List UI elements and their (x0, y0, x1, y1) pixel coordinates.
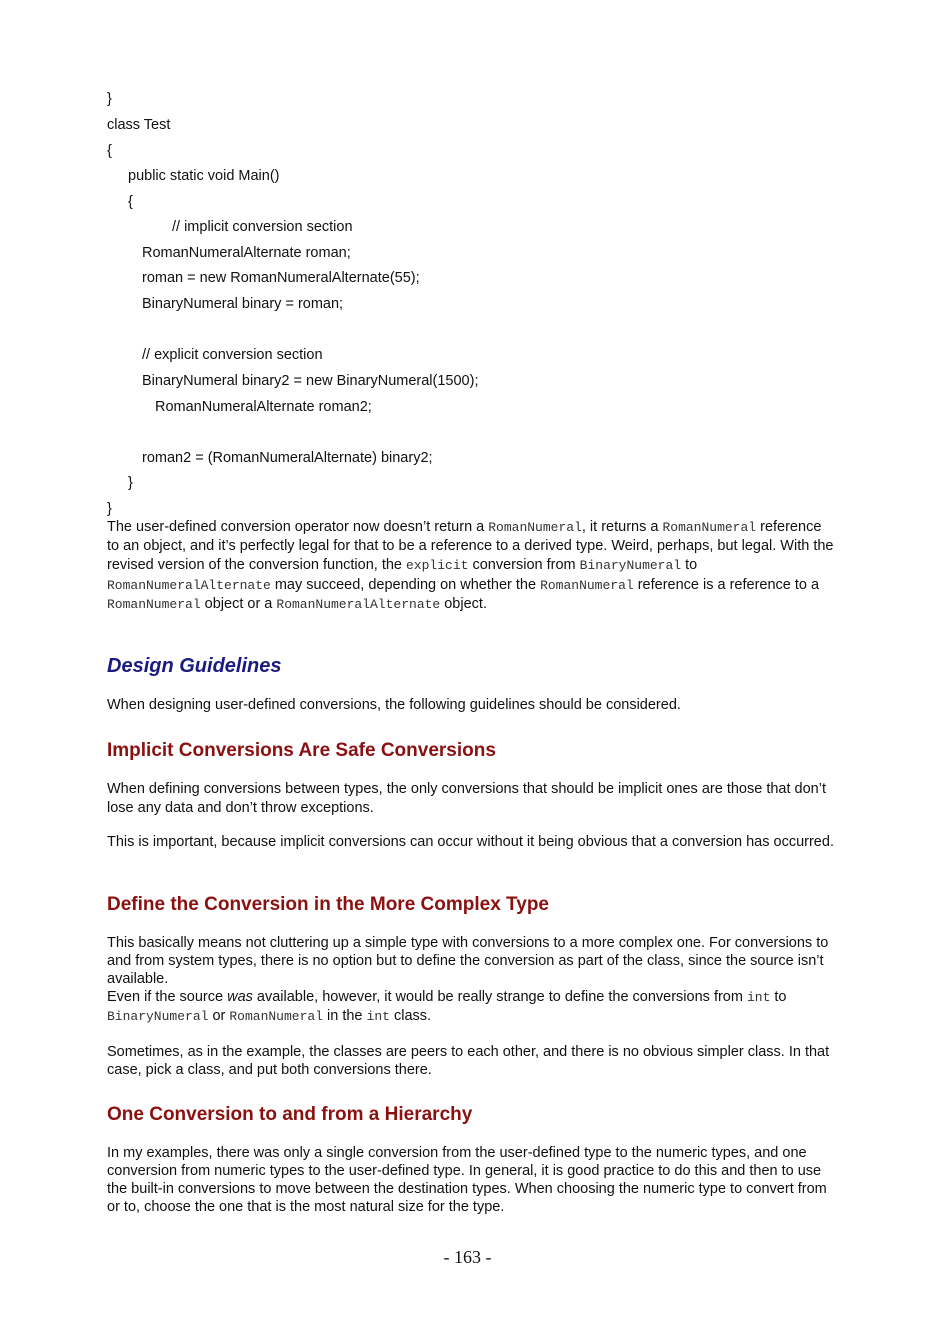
code-line: BinaryNumeral binary2 = new BinaryNumeral(1500); (142, 373, 479, 389)
text: reference to an object, and it’s perfectly legal for that to be a reference to a derived type. Weird, perhaps, but legal. With the revised version of the conversion function, the (107, 519, 834, 574)
code-line: } (107, 501, 112, 517)
code-line: // implicit conversion section (172, 219, 353, 235)
code-line: } (128, 475, 133, 491)
text: , it returns a (581, 519, 663, 535)
text: reference is a reference to a (633, 576, 820, 593)
code-line: roman2 = (RomanNumeralAlternate) binary2; (142, 450, 433, 466)
code-line: RomanNumeralAlternate roman; (142, 245, 351, 261)
code-line: { (107, 143, 112, 159)
section-heading: Design Guidelines (107, 655, 282, 677)
text: available, however, it would be really strange to define the conversions from (252, 989, 747, 1005)
code-line: { (128, 194, 133, 210)
code-line: BinaryNumeral binary = roman; (142, 296, 344, 312)
paragraph: When designing user-defined conversions, the following guidelines should be considered. (107, 697, 681, 713)
text: object or a (200, 595, 277, 612)
subsection-heading: Implicit Conversions Are Safe Conversions (107, 740, 496, 761)
text: object. (440, 595, 487, 612)
code-term: RomanNumeral (229, 1009, 323, 1024)
code-term: RomanNumeral (540, 577, 634, 593)
code-line: // explicit conversion section (142, 347, 323, 363)
text: to (681, 557, 698, 574)
code-term: int (366, 1009, 390, 1024)
paragraph: This basically means not cluttering up a simple type with conversions to a more complex one. For conversions to and from system types, there is no option but to define the conversion as part of the class, since the source isn’t available. (107, 935, 829, 987)
code-line: } (107, 91, 112, 107)
text: to (770, 989, 787, 1005)
emphasis: was (227, 989, 253, 1005)
code-line: class Test (107, 117, 171, 133)
text: in the (323, 1008, 367, 1024)
subsection-heading: One Conversion to and from a Hierarchy (107, 1104, 473, 1125)
code-term: int (746, 990, 771, 1005)
paragraph: This is important, because implicit conversions can occur without it being obvious that a conversion has occurred. (107, 834, 834, 850)
paragraph: Sometimes, as in the example, the classes are peers to each other, and there is no obvious simpler class. In that case, pick a class, and put both conversions there. (107, 1044, 830, 1078)
text: class. (389, 1008, 432, 1024)
code-term: RomanNumeral (107, 596, 201, 612)
text: or (208, 1008, 230, 1024)
text: conversion from (468, 557, 580, 574)
paragraph: In my examples, there was only a single conversion from the user-defined type to the numeric types, and one conversion from numeric types to the user-defined type. In general, it is good practice to do this and then to use the built-in conversions to move between the destination types. When choosing the numeric type to convert from or to, choose the one that is the most natural size for the type. (107, 1145, 827, 1215)
code-term: RomanNumeral (488, 520, 582, 535)
text: may succeed, depending on whether the (270, 576, 541, 593)
subsection-heading: Define the Conversion in the More Complex Type (107, 894, 549, 915)
code-term: explicit (406, 558, 469, 574)
text: Even if the source (107, 989, 228, 1005)
code-term: RomanNumeral (662, 520, 757, 535)
code-line: RomanNumeralAlternate roman2; (155, 399, 372, 415)
text: The user-defined conversion operator now doesn’t return a (107, 519, 489, 535)
intro-paragraph (107, 518, 835, 614)
code-term: RomanNumeralAlternate (107, 577, 271, 593)
code-term: BinaryNumeral (107, 1009, 209, 1024)
page-number: - 163 - (443, 1247, 492, 1267)
code-term: BinaryNumeral (579, 558, 682, 574)
code-line: public static void Main() (128, 168, 280, 184)
paragraph: When defining conversions between types, the only conversions that should be implicit ones are those that don’t lose any data and don’t throw exceptions. (107, 781, 826, 816)
paragraph (107, 988, 835, 1026)
code-term: RomanNumeralAlternate (276, 596, 441, 612)
code-line: roman = new RomanNumeralAlternate(55); (142, 270, 420, 286)
